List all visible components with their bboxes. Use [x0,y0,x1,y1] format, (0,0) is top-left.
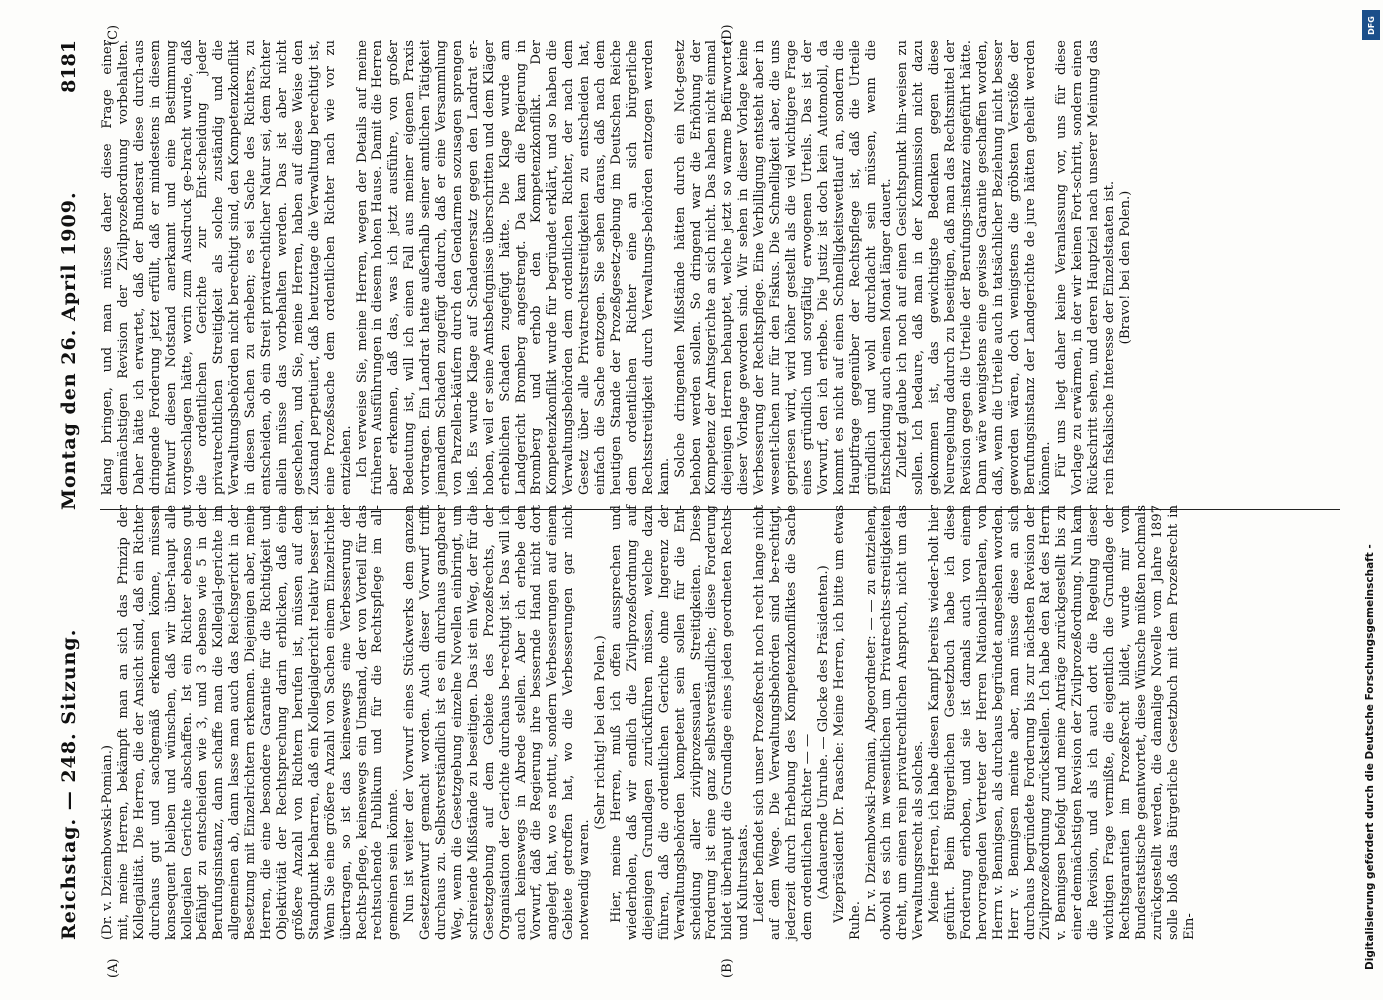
rotated-page-content [20,20,1350,980]
paragraph: Für uns liegt daher keine Veranlassung vor, uns für diese Vorlage zu erwärmen, in der wir keinen Fort-schritt, sondern einen Rückschritt sehen, und deren Hauptziel nach unserer Meinung das rein fiskalische Interesse der Einzelstaaten ist. [1054,40,1118,495]
header-session: Reichstag. — 248. Sitzung. [58,628,80,940]
interjection: (Sehr richtig! bei den Polen.) [593,635,609,830]
paragraph: Meine Herren, ich habe diesen Kampf bereits wieder-holt hier geführt. Beim Bürgerlichen Gesetzbuch habe ich diese Forderung erhoben, und sie ist damals auch von einem hervorragenden Vertreter der Herren National-liberalen, von Herrn v. Bennigsen, als durchaus begründet angesehen worden. Herr v. Bennigsen meinte aber, man müsse diese an sich durchaus begründete Forderung bis zur nächsten Revision der Zivilprozeßordnung zurückstellen. Ich habe den Rat des Herrn v. Bennigsen befolgt und meine Anträge zurückgestellt bis zu einer demnächstigen Revision der Zivilprozeßordnung. Nun kam die Revision, und als ich auch dort die Regelung dieser wichtigen Frage vermißte, die eigentlich die Grundlage der Rechtsgarantien im Prozeßrecht bildet, wurde mir vom Bundesratstische geantwortet, diese Wünsche müßten nochmals zurückgestellt werden, die damalige Novelle vom Jahre 1897 solle bloß das Bürgerliche Gesetzbuch mit dem Prozeßrecht in Ein- [927,505,1197,940]
running-head: (Dr. v. Dziembowski-Pomian.) [100,744,115,940]
page-number: 8181 [58,40,80,93]
applause: (Bravo! bei den Polen.) [1118,190,1133,345]
marker-a: (A) [106,958,121,978]
dfg-logo: DFG [1362,10,1380,40]
right-column [100,40,1134,495]
left-column [100,505,1198,960]
marker-d: (D) [720,24,735,45]
page-header [52,20,92,980]
marker-b: (B) [720,958,735,978]
paragraph: Leider befindet sich unser Prozeßrecht noch recht lange nicht auf dem Wege. Die Verwaltungsbehörden sind be-rechtigt, jederzeit durch Erhebung des Kompetenzkonfliktes die Sache dem ordentlichen Richter — — [752,505,815,940]
paragraph: klang bringen, und man müsse daher diese Frage einer demnächstigen Revision der Zivilprozeßordnung vorbehalten. Daher hätte ich erwartet, daß der Bundesrat diese durch-aus dringende Forderung jetzt erfüllt, daß er mindestens in diesem Entwurf diesen Notstand anerkannt und eine Bestimmung vorgeschlagen hätte, worin zum Ausdruck ge-bracht wurde, daß die ordentlichen Gerichte zur Ent-scheidung jeder privatrechtlichen Streitigkeit als solche zuständig und die Verwaltungsbehörden nicht berechtigt sind, den Kompetenzkonflikt in diesen Sachen zu erheben; es sei Sache des Richters, zu entscheiden, ob ein Streit privatrechtlicher Natur sei, dem Richter allein müsse das vorbehalten werden. Das ist aber nicht geschehen, und Sie, meine Herren, haben auf diese Weise den Zustand perpetuiert, daß heutzutage die Verwaltung berechtigt ist, eine Prozeßsache dem ordentlichen Richter nach wie vor zu entziehen. [100,40,354,495]
president-remark: Vizepräsident Dr. Paasche: Meine Herren, ich bitte um etwas Ruhe. [831,505,863,940]
digitization-note [1361,110,1381,970]
paragraph: Nun ist weiter der Vorwurf eines Stückwerks dem ganzen Gesetzentwurf gemacht worden. Auch dieser Vorwurf trifft durchaus zu. Selbstverständlich ist es ein durchaus gangbarer Weg, wenn die Gesetzgebung einzelne Novellen einbringt, um schreiende Mißstände zu beseitigen. Das ist ein Weg, der für die Gesetzgebung auf dem Gebiete des Prozeßrechts, der Organisation der Gerichte durchaus be-rechtigt ist. Das will ich auch keineswegs in Abrede stellen. Aber ich erhebe den Vorwurf, daß die Regierung ihre bessernde Hand nicht dort angelegt hat, wo es nottut, sondern Verbesserungen auf einem Gebiete getroffen hat, wo die Verbesserungen gar nicht notwendig waren. [402,505,593,940]
marker-c: (C) [106,24,121,45]
paragraph: Solche dringenden Mißstände hätten durch ein Not-gesetz behoben werden sollen. So dringend war die Erhöhung der Kompetenz der Amtsgerichte an sich nicht. Das haben nicht einmal diejenigen Herren behauptet, welche jetzt so warme Befürworter dieser Vorlage geworden sind. Wir sehen in dieser Vorlage keine Verbesserung der Rechtspflege. Eine Verbilligung entsteht aber in wesent-lichen nur für den Fiskus. Die Schnelligkeit aber, die uns gepriesen wird, wird höher gestellt als die viel wichtigere Frage eines gründlich und sorgfältig erwogenen Urteils. Das ist der Vorwurf, den ich erhebe. Die Justiz ist doch kein Automobil, da kommt es nicht auf einen Schnelligkeitswettlauf an, sondern die Hauptfrage gegenüber der Rechtspflege ist, daß die Urteile gründlich und wohl durchdacht sein müssen, wenn die Entscheidung auch einen Monat länger dauert. [672,40,895,495]
paragraph: Ich verweise Sie, meine Herren, wegen der Details auf meine früheren Ausführungen in diesem hohen Hause. Damit die Herren aber erkennen, daß das, was ich jetzt ausführe, von großer Bedeutung ist, will ich einen Fall aus meiner eigenen Praxis vortragen. Ein Landrat hatte außerhalb seiner amtlichen Tätigkeit jemandem Schaden zugefügt dadurch, daß er eine Versammlung von Parzellen-käufern durch den Gendarmen sozusagen sprengen ließ. Es wurde Klage auf Schadenersatz gegen den Landrat er-hoben, weil er seine Amtsbefugnisse überschritten und dem Kläger erheblichen Schaden zugefügt hätte. Die Klage wurde am Landgericht Bromberg angestrengt. Da kam die Regierung in Bromberg und erhob den Kompetenzkonflikt. Der Kompetenzkonflikt wurde für begründet erklärt, und so haben die Verwaltungsbehörden dem ordentlichen Richter, der nach dem Gesetz über alle Privatrechtsstreitigkeiten zu entscheiden hat, einfach die Sache entzogen. Sie sehen daraus, daß nach dem heutigen Stande der Prozeßgesetz-gebung im Deutschen Reiche dem ordentlichen Richter eine an sich bürgerliche Rechtsstreitigkeit durch Verwaltungs-behörden entzogen werden kann. [354,40,672,495]
digitization-note-text: Digitalisierung gefördert durch die Deutsche Forschungsgemeinschaft - [1364,544,1376,970]
paragraph: Dr. v. Dziembowski-Pomian, Abgeordneter: — — zu entziehen, obwohl es sich im wesentlichen um Privatrechts-streitigkeiten dreht, um einen rein privatrechtlichen Anspruch, nicht um das Verwaltungsrecht als solches. [863,505,927,940]
paragraph: mit, meine Herren, bekämpft man an sich das Prinzip der Kollegialität. Die Herren, die der Ansicht sind, daß ein Richter durchaus gut und sachgemäß erkennen könne, müssen konsequent bleiben und wünschen, daß wir über-haupt alle kollegialen Gerichte abschaffen. Ist ein Richter ebenso gut befähigt zu entscheiden wie 3, und 3 ebenso wie 5 in der Berufungsinstanz, dann schaffe man die Kollegial-gerichte im allgemeinen ab, dann lasse man auch das Reichsgericht in der Besetzung mit Einzelrichtern erkennen. Diejenigen aber, meine Herren, die eine besondere Garantie für die Richtigkeit und Objektivität der Rechtsprechung darin erblicken, daß eine größere Anzahl von Richtern berufen ist, müssen auf dem Standpunkt beharren, daß ein Kollegialgericht relativ besser ist. Wenn Sie eine größere Anzahl von Sachen einem Einzelrichter übertragen, so ist das keineswegs eine Verbesserung der Rechts-pflege, keineswegs ein Umstand, der von Vorteil für das rechtsuchende Publikum und für die Rechtspflege im all-gemeinen sein könnte. [115,505,402,940]
paragraph: Zuletzt glaube ich noch auf einen Gesichtspunkt hin-weisen zu sollen. Ich bedaure, daß man in der Kommission nicht dazu gekommen ist, das gewichtigste Bedenken gegen diese Neuregelung dadurch zu beseitigen, daß man das Rechtsmittel der Revision gegen die Urteile der Berufungs-instanz eingeführt hätte. Dann wäre wenigstens eine gewisse Garantie geschaffen worden, daß, wenn die Urteile auch in tatsächlicher Beziehung nicht besser geworden wären, doch wenigstens die gröbsten Verstöße der Berufungsinstanz der Landgerichte de jure hätten geheilt werden können. [895,40,1054,495]
header-date: Montag den 26. April 1909. [58,191,80,510]
paragraph: Hier, meine Herren, muß ich offen aussprechen und wiederholen, daß wir endlich die Zivilprozeßordnung auf diejenigen Grundlagen zurückführen müssen, welche dazu führen, daß die ordentlichen Gerichte ohne Ingerenz der Verwaltungsbehörden kompetent sein sollen für die Ent-scheidung aller zivilprozessualen Streitigkeiten. Diese Forderung ist eine ganz selbstverständliche; diese Forderung bildet überhaupt die Grundlage eines jeden geordneten Rechts- und Kulturstaats. [609,505,752,940]
interjection: (Andauernde Unruhe. — Glocke des Präsidenten.) [815,565,831,900]
